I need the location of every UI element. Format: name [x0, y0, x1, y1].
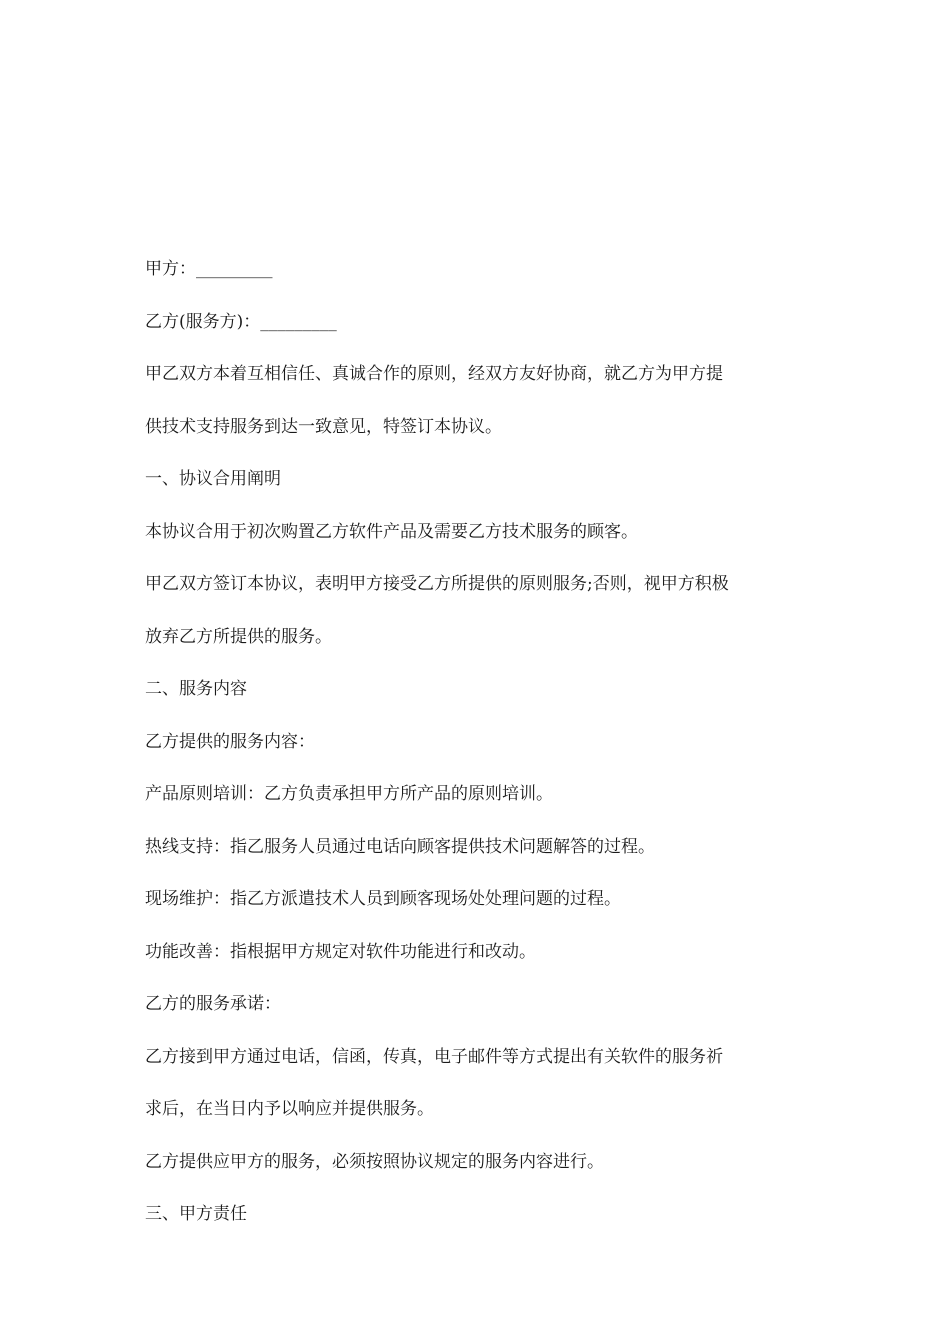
service-onsite: 现场维护：指乙方派遣技术人员到顾客现场处处理问题的过程。: [145, 889, 621, 909]
intro-line-2: 供技术支持服务到达一致意见，特签订本协议。: [145, 416, 502, 437]
document-body: [145, 256, 815, 1227]
section1-paragraph-2-line-1: 甲乙双方签订本协议，表明甲方接受乙方所提供的原则服务;否则，视甲方积极: [145, 574, 729, 594]
intro-line-1: 甲乙双方本着互相信任、真诚合作的原则，经双方友好协商，就乙方为甲方提: [145, 364, 723, 384]
service-training: 产品原则培训：乙方负责承担甲方所产品的原则培训。: [145, 784, 553, 804]
service-hotline: 热线支持：指乙服务人员通过电话向顾客提供技术问题解答的过程。: [145, 836, 655, 857]
promise-1-line-2: 求后，在当日内予以响应并提供服务。: [145, 1099, 434, 1119]
promise-1-line-1: 乙方接到甲方通过电话，信函，传真，电子邮件等方式提出有关软件的服务祈: [145, 1046, 723, 1067]
section2-subheading-promise: 乙方的服务承诺：: [145, 994, 281, 1014]
promise-2: 乙方提供应甲方的服务，必须按照协议规定的服务内容进行。: [145, 1151, 604, 1172]
party-a-line: 甲方：_________: [145, 259, 273, 279]
section1-paragraph-2-line-2: 放弃乙方所提供的服务。: [145, 626, 332, 647]
section1-paragraph-1: 本协议合用于初次购置乙方软件产品及需要乙方技术服务的顾客。: [145, 521, 638, 542]
section3-heading: 三、甲方责任: [145, 1204, 247, 1224]
section1-heading: 一、协议合用阐明: [145, 469, 281, 489]
service-improvement: 功能改善：指根据甲方规定对软件功能进行和改动。: [145, 941, 536, 962]
section2-heading: 二、服务内容: [145, 679, 247, 699]
section2-subheading-services: 乙方提供的服务内容：: [145, 731, 315, 752]
party-b-line: 乙方(服务方)：_________: [145, 311, 337, 332]
